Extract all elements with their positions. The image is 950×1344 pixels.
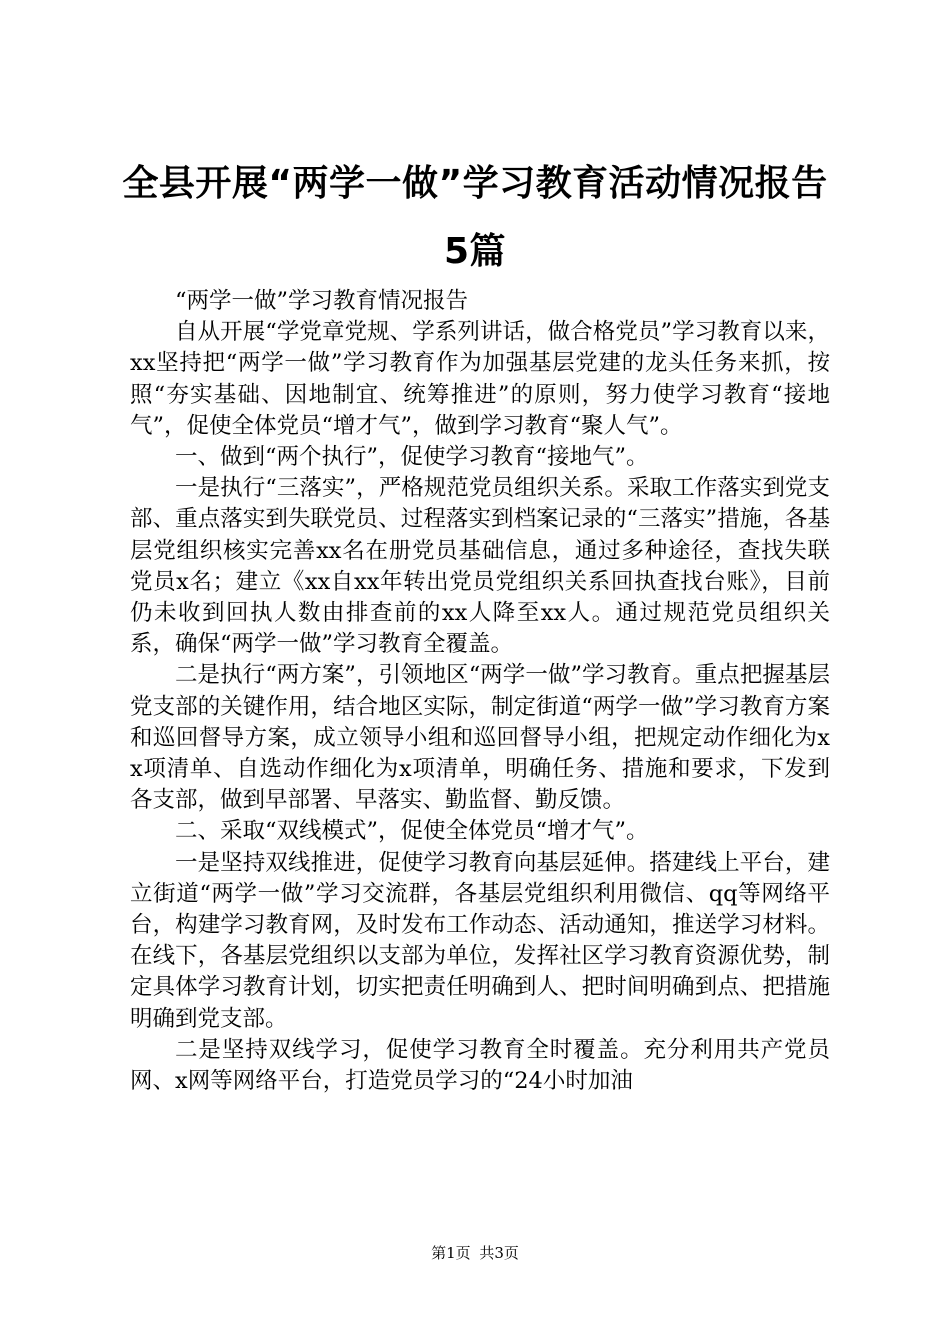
section-heading-1: 一、做到“两个执行”，促使学习教育“接地气”。 — [175, 444, 649, 471]
paragraph-subtitle: “两学一做”学习教育情况报告 — [175, 288, 469, 314]
paragraph-intro: 自从开展“学党章党规、学系列讲话，做合格党员”学习教育以来，xx坚持把“两学一做”学习教育作为加强基层党建的龙头任务来抓，按照“夯实基础、因地制宜、统筹推进”的原则，努力使学习教育“接地气”，促使全体党员“增才气”，做到学习教育“聚人气”。 — [130, 319, 830, 439]
paragraph: 二是执行“两方案”，引领地区“两学一做”学习教育。重点把握基层党支部的关键作用，结合地区实际，制定街道“两学一做”学习教育方案和巡回督导方案，成立领导小组和巡回督导小组，把规定动作细化为xx项清单、自选动作细化为x项清单，明确任务、措施和要求，下发到各支部，做到早部署、早落实、勤监督、勤反馈。 — [130, 662, 830, 814]
page-footer — [0, 1243, 950, 1263]
title-line-1: 全县开展“两学一做”学习教育活动情况报告 — [122, 163, 828, 204]
document-body — [130, 286, 830, 1097]
page-number-total: 共3页 — [479, 1244, 519, 1262]
paragraph: 一是执行“三落实”，严格规范党员组织关系。采取工作落实到党支部、重点落实到失联党员、过程落实到档案记录的“三落实”措施，各基层党组织核实完善xx名在册党员基础信息，通过多种途径，查找失联党员x名；建立《xx自xx年转出党员党组织关系回执查找台账》，目前仍未收到回执人数由排查前的xx人降至xx人。通过规范党员组织关系，确保“两学一做”学习教育全覆盖。 — [130, 475, 830, 658]
title-line-2: 5篇 — [443, 231, 507, 272]
paragraph: 二是坚持双线学习，促使学习教育全时覆盖。充分利用共产党员网、x网等网络平台，打造党员学习的“24小时加油 — [130, 1036, 830, 1095]
paragraph: 一是坚持双线推进，促使学习教育向基层延伸。搭建线上平台，建立街道“两学一做”学习交流群，各基层党组织利用微信、qq等网络平台，构建学习教育网，及时发布工作动态、活动通知，推送学习材料。在线下，各基层党组织以支部为单位，发挥社区学习教育资源优势，制定具体学习教育计划，切实把责任明确到人、把时间明确到点、把措施明确到党支部。 — [130, 849, 830, 1032]
section-heading-2: 二、采取“双线模式”，促使全体党员“增才气”。 — [175, 818, 649, 845]
page-number-current: 第1页 — [431, 1244, 471, 1262]
document-title — [120, 150, 830, 286]
